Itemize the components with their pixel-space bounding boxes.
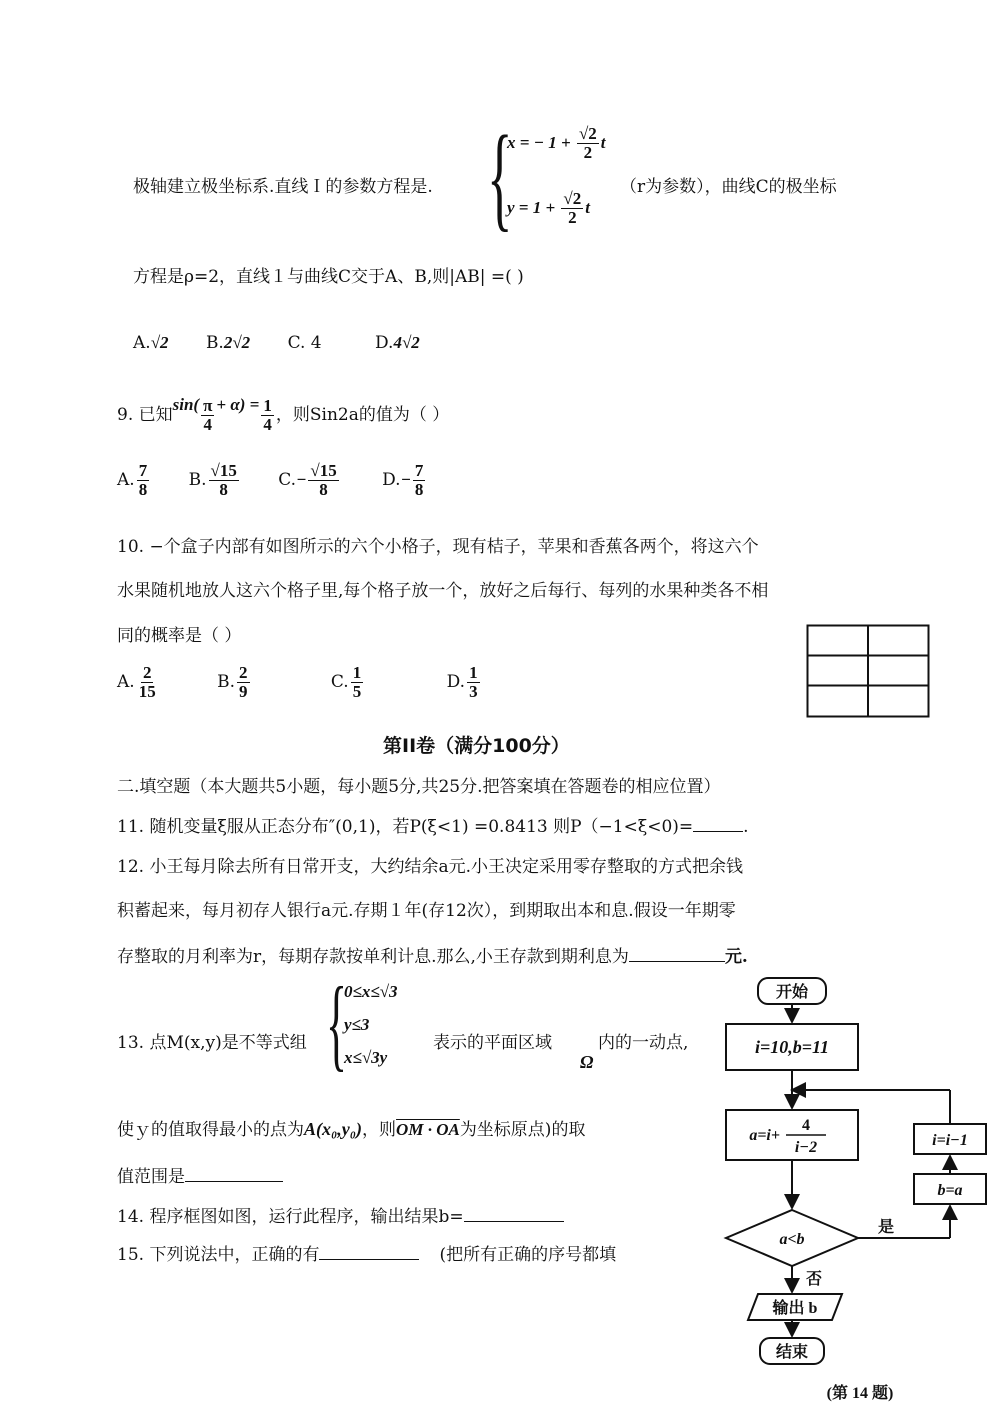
flow-yes-label: 是 xyxy=(878,1219,895,1236)
flow-decrement-label: i=i−1 xyxy=(932,1132,968,1149)
q13-vector-product: OM · OA xyxy=(396,1120,460,1139)
q10-line2: 水果随机地放人这六个格子里,每个格子放一个，放好之后每行、每列的水果种类各不相 xyxy=(117,581,769,601)
q13-line3: 值范围是 xyxy=(117,1162,283,1187)
q13-ineq3: x≤√3y xyxy=(344,1048,388,1067)
q11-text: 11. 随机变量ξ服从正态分布″(0,1)，若P(ξ<1) =0.8413 则P（−1<ξ<0)= . xyxy=(117,817,749,837)
q8-options: A.√2 B.2√2 C. 4 D.4√2 xyxy=(133,333,420,353)
q15-text: 15. 下列说法中，正确的有 (把所有正确的序号都填 xyxy=(117,1245,617,1265)
q10-options: A. $\frac{2}{15}$ B. $\frac{2}{9}$ C. $\frac{1}{5}$ D. $\frac{1}{3}$ xyxy=(117,663,478,701)
q8-eq-y-den: 2 xyxy=(568,207,577,227)
q12-answer-blank xyxy=(629,961,725,962)
flow-assign-b-label: b=a xyxy=(937,1182,963,1199)
q8-line1-suffix: （r为参数），曲线C的极坐标 xyxy=(620,177,837,197)
q8-eq-x: x = − 1 + $\frac{√2}{2}$ t xyxy=(507,124,606,162)
q13-answer-blank xyxy=(185,1181,283,1182)
flow-assign-a-den: i−2 xyxy=(794,1139,818,1156)
q13-brace: { xyxy=(326,966,347,1081)
q10-line3: 同的概率是（ ） xyxy=(117,626,242,646)
q8-line1-prefix: 极轴建立极坐标系.直线Ｉ的参数方程是. xyxy=(133,177,433,197)
q13-suffix: 内的一动点, xyxy=(598,1033,689,1053)
q15-answer-blank xyxy=(319,1259,419,1260)
q13-ineq2: y≤3 xyxy=(344,1015,370,1034)
q8-eq-y-num: √2 xyxy=(563,189,582,208)
q13-mid: 表示的平面区域 xyxy=(433,1033,552,1053)
q10-line1: 10. −个盒子内部有如图所示的六个小格子，现有桔子，苹果和香蕉各两个，将这六个 xyxy=(117,537,759,557)
flowchart-caption: (第 14 题) xyxy=(826,1385,894,1402)
flow-no-label: 否 xyxy=(806,1271,823,1288)
flow-end-label: 结束 xyxy=(775,1344,809,1361)
q12-line2: 积蓄起来，每月初存人银行a元.存期１年(存12次），到期取出本和息.假设一年期零 xyxy=(117,901,736,921)
flowchart-diagram xyxy=(700,970,1000,1410)
flow-assign-a-label: a=i+ xyxy=(749,1127,780,1144)
q12-line1: 12. 小王每月除去所有日常开支，大约结余a元.小王决定采用零存整取的方式把余钱 xyxy=(117,857,743,877)
section2-instructions: 二.填空题（本大题共5小题，每小题5分,共25分.把答案填在答题卷的相应位置） xyxy=(117,777,721,797)
q8-brace: { xyxy=(487,111,513,242)
q12-line3: 存整取的月利率为r，每期存款按单利计息.那么,小王存款到期利息为 元. xyxy=(117,947,748,967)
flow-assign-a-num: 4 xyxy=(802,1117,810,1134)
section2-title: 第II卷（满分100分） xyxy=(383,735,570,757)
q8-line2: 方程是ρ=2，直线１与曲线C交于A、B,则|AB| =( ) xyxy=(133,267,524,287)
q9-stem: 9. 已知sin( $\frac{\pi}{4}$ + α) = $\frac{1}{4}$ ，则Sin2a的值为（ ） xyxy=(117,395,450,434)
flow-output-label: 输出 b xyxy=(772,1300,818,1317)
q10-grid-diagram xyxy=(806,624,930,718)
q8-eq-x-den: 2 xyxy=(583,142,593,162)
q9-options: A. $\frac{7}{8}$ B. $\frac{√15}{8}$ C.− $\frac{√15}{8}$ D.− $\frac{7}{8}$ xyxy=(117,461,424,499)
q11-answer-blank xyxy=(693,831,743,832)
q14-answer-blank xyxy=(464,1221,564,1222)
q8-eq-x-num: √2 xyxy=(578,124,597,143)
flow-start-label: 开始 xyxy=(775,984,809,1001)
q13-omega: Ω xyxy=(580,1052,594,1072)
q14-text: 14. 程序框图如图，运行此程序，输出结果b= xyxy=(117,1202,564,1227)
q13-line2: 使ｙ的值取得最小的点为A(x₀,y₀)，则OM · OA为坐标原点)的取 xyxy=(117,1119,586,1140)
flow-init-label: i=10,b=11 xyxy=(754,1037,830,1057)
q13-prefix: 13. 点M(x,y)是不等式组 xyxy=(117,1033,307,1053)
q13-ineq1: 0≤x≤√3 xyxy=(344,982,398,1001)
q8-eq-y: y = 1 + $\frac{√2}{2}$ t xyxy=(507,189,590,227)
flow-decision-label: a<b xyxy=(779,1231,805,1248)
